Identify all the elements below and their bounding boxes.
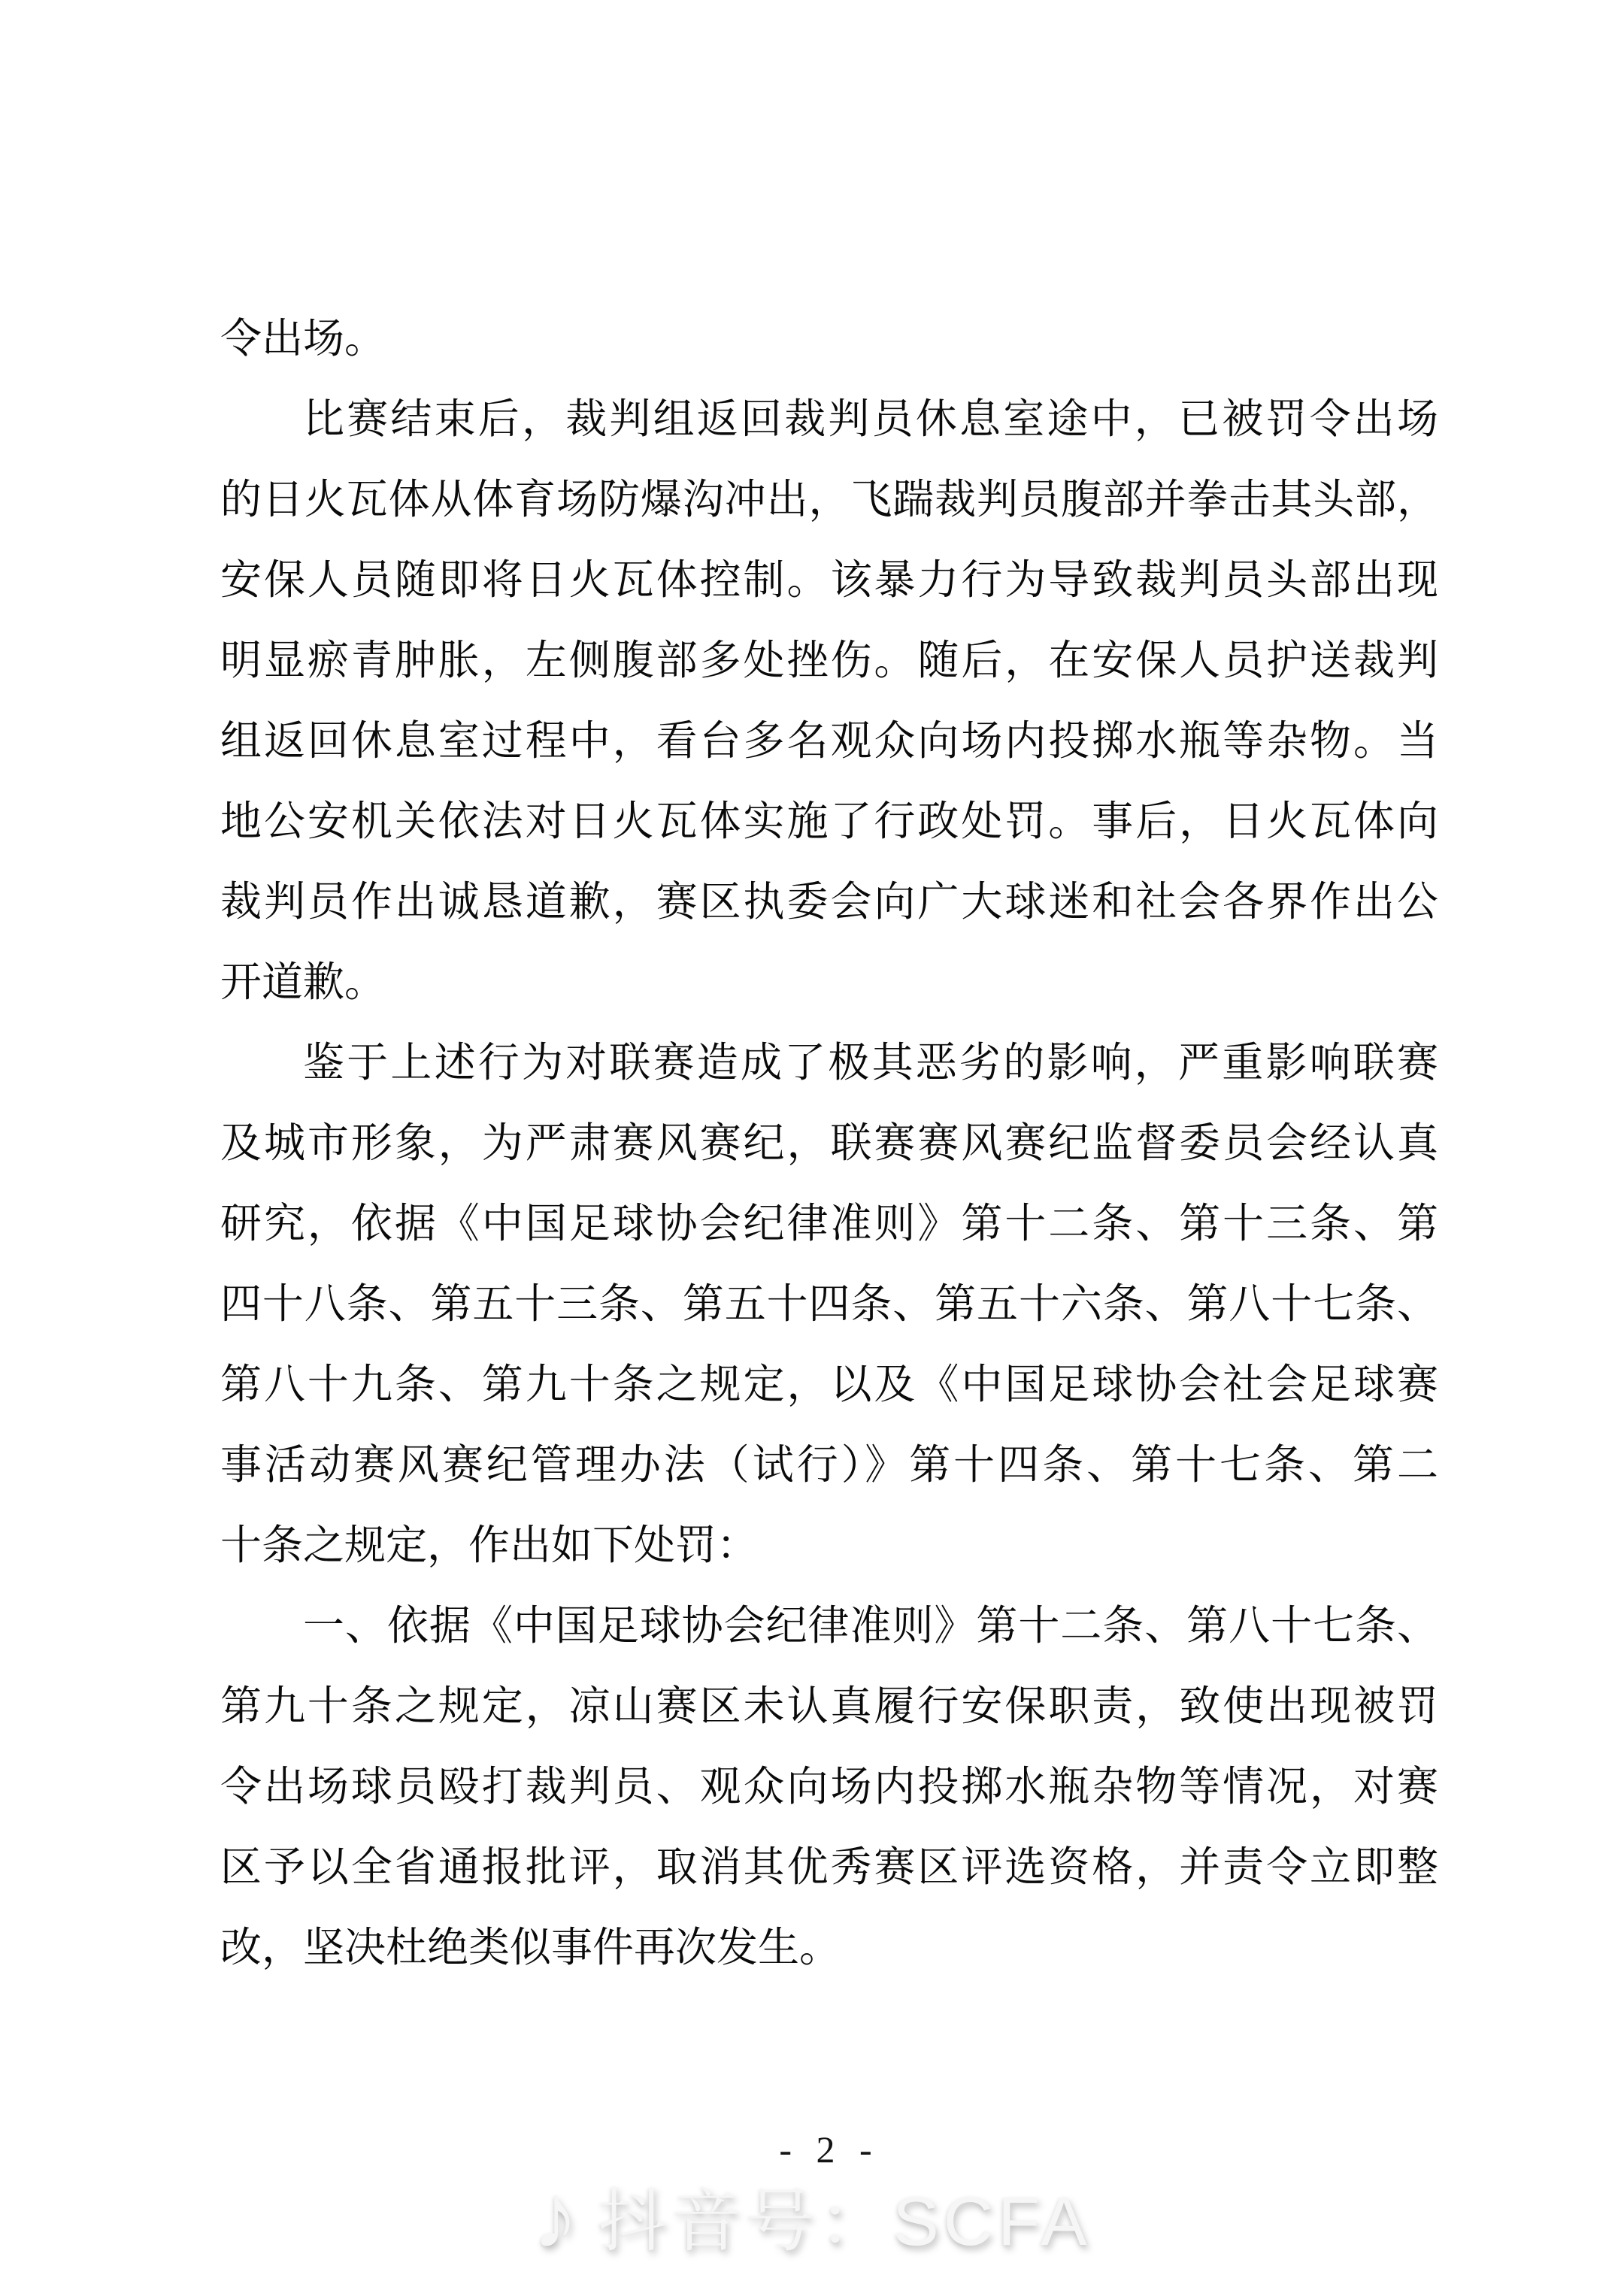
text-line: 的日火瓦体从体育场防爆沟冲出，飞踹裁判员腹部并拳击其头部， [220, 477, 1438, 523]
text-line: 一、依据《中国足球协会纪律准则》第十二条、第八十七条、 [303, 1603, 1438, 1649]
text-line: 研究，依据《中国足球协会纪律准则》第十二条、第十三条、第 [220, 1201, 1438, 1246]
text-line: 安保人员随即将日火瓦体控制。该暴力行为导致裁判员头部出现 [220, 557, 1438, 603]
text-line: 组返回休息室过程中，看台多名观众向场内投掷水瓶等杂物。当 [220, 718, 1438, 764]
text-line: 令出场球员殴打裁判员、观众向场内投掷水瓶杂物等情况，对赛 [220, 1764, 1438, 1810]
tiktok-note-icon: ♪ [532, 2166, 579, 2267]
page-number: - 2 - [779, 2128, 880, 2170]
text-line: 第九十条之规定，凉山赛区未认真履行安保职责，致使出现被罚 [220, 1683, 1438, 1729]
text-line: 裁判员作出诚恳道歉，赛区执委会向广大球迷和社会各界作出公 [220, 879, 1438, 925]
text-line: 地公安机关依法对日火瓦体实施了行政处罚。事后，日火瓦体向 [220, 798, 1438, 844]
text-line: 明显瘀青肿胀，左侧腹部多处挫伤。随后，在安保人员护送裁判 [220, 638, 1438, 683]
text-line: 改，坚决杜绝类似事件再次发生。 [220, 1925, 841, 1970]
text-line: 及城市形象，为严肃赛风赛纪，联赛赛风赛纪监督委员会经认真 [220, 1120, 1438, 1166]
text-line: 事活动赛风赛纪管理办法（试行）》第十四条、第十七条、第二 [220, 1442, 1438, 1488]
text-line: 鉴于上述行为对联赛造成了极其恶劣的影响，严重影响联赛 [303, 1040, 1438, 1086]
text-line: 比赛结束后，裁判组返回裁判员休息室途中，已被罚令出场 [303, 396, 1438, 442]
text-line: 开道歉。 [220, 959, 386, 1005]
document-body [220, 298, 1438, 1988]
douyin-watermark [0, 2165, 1624, 2278]
watermark-text: 抖音号：SCFA [598, 2183, 1092, 2260]
text-line: 第八十九条、第九十条之规定，以及《中国足球协会社会足球赛 [220, 1362, 1438, 1407]
text-line: 区予以全省通报批评，取消其优秀赛区评选资格，并责令立即整 [220, 1844, 1438, 1890]
text-line: 令出场。 [220, 316, 386, 362]
text-line: 四十八条、第五十三条、第五十四条、第五十六条、第八十七条、 [220, 1281, 1438, 1327]
text-line: 十条之规定，作出如下处罚： [220, 1522, 759, 1568]
